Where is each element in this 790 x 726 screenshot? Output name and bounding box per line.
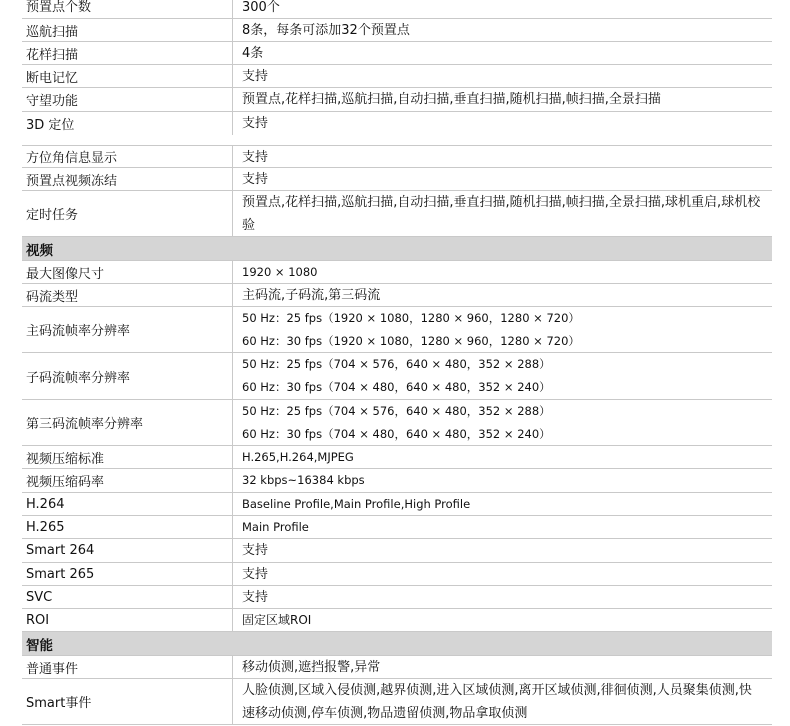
row-key: SVC <box>26 589 53 605</box>
row-key: 守望功能 <box>26 94 79 109</box>
table-row <box>22 563 772 586</box>
row-value-line: 预置点,花样扫描,巡航扫描,自动扫描,垂直扫描,随机扫描,帧扫描,全景扫描,球机重启,球机校 <box>242 195 761 210</box>
row-value: Main Profile <box>232 516 772 538</box>
table-row <box>22 191 772 237</box>
row-value-line: 人脸侦测,区域入侵侦测,越界侦测,进入区域侦测,离开区域侦测,徘徊侦测,人员聚集侦测,快 <box>242 683 752 698</box>
table-row <box>22 307 772 353</box>
row-value-line: 60 Hz：30 fps（704 × 480，640 × 480，352 × 240） <box>242 427 551 441</box>
row-value: 支持 <box>232 168 772 190</box>
row-value: 预置点,花样扫描,巡航扫描,自动扫描,垂直扫描,随机扫描,帧扫描,全景扫描 <box>232 88 772 111</box>
table-row <box>22 0 772 19</box>
row-key: ROI <box>26 612 50 628</box>
row-value: 4条 <box>232 42 772 64</box>
row-value: H.265,H.264,MJPEG <box>232 446 772 468</box>
row-value: 支持 <box>232 65 772 87</box>
table-row <box>22 261 772 284</box>
row-key: Smart 265 <box>26 566 95 582</box>
table-row <box>22 400 772 446</box>
row-value: 移动侦测,遮挡报警,异常 <box>232 656 772 678</box>
table-row <box>22 516 772 539</box>
table-row <box>22 168 772 191</box>
table-row <box>22 469 772 493</box>
row-value: 8条，每条可添加32个预置点 <box>232 19 772 41</box>
row-key: Smart事件 <box>26 696 92 711</box>
row-value-line: 50 Hz：25 fps（704 × 576，640 × 480，352 × 288） <box>242 357 551 371</box>
row-key: 花样扫描 <box>26 47 79 63</box>
row-key: 预置点个数 <box>26 0 92 15</box>
row-value: Baseline Profile,Main Profile,High Profile <box>232 493 772 515</box>
row-key: 定时任务 <box>26 208 79 223</box>
table-row <box>22 353 772 400</box>
row-key: 第三码流帧率分辨率 <box>26 417 144 432</box>
row-value: 支持 <box>232 539 772 562</box>
row-value-line: 60 Hz：30 fps（1920 × 1080，1280 × 960，1280 × 720） <box>242 334 580 348</box>
row-value <box>232 679 772 724</box>
spec-table <box>22 0 772 725</box>
row-value: 固定区域ROI <box>232 609 772 631</box>
table-row <box>22 19 772 42</box>
row-key: 普通事件 <box>26 661 79 677</box>
row-value-line: 50 Hz：25 fps（1920 × 1080，1280 × 960，1280 × 720） <box>242 311 580 325</box>
row-key: 方位角信息显示 <box>26 151 118 166</box>
table-row <box>22 656 772 679</box>
table-gap <box>22 135 772 145</box>
row-value: 支持 <box>232 112 772 135</box>
row-key: 主码流帧率分辨率 <box>26 324 131 339</box>
row-value: 支持 <box>232 563 772 585</box>
row-key: 预置点视频冻结 <box>26 173 118 189</box>
row-value-line: 速移动侦测,停车侦测,物品遗留侦测,物品拿取侦测 <box>242 706 528 721</box>
table-row <box>22 42 772 65</box>
row-key: 视频压缩码率 <box>26 475 105 490</box>
row-value: 主码流,子码流,第三码流 <box>232 284 772 306</box>
table-row <box>22 65 772 88</box>
row-key: H.264 <box>26 496 65 512</box>
row-value-line: 50 Hz：25 fps（704 × 576，640 × 480，352 × 288） <box>242 404 551 418</box>
row-value <box>232 191 772 236</box>
row-value: 300个 <box>232 0 772 18</box>
row-value <box>232 353 772 399</box>
row-key: H.265 <box>26 519 65 535</box>
table-row <box>22 609 772 632</box>
table-row <box>22 539 772 563</box>
row-key: 巡航扫描 <box>26 24 79 40</box>
row-key: 3D 定位 <box>26 118 75 133</box>
table-row <box>22 88 772 112</box>
row-value: 32 kbps~16384 kbps <box>232 469 772 492</box>
row-value <box>232 307 772 352</box>
section-header-video: 视频 <box>22 237 772 261</box>
row-key: 视频压缩标准 <box>26 451 105 467</box>
table-row <box>22 679 772 725</box>
row-key: Smart 264 <box>26 543 95 558</box>
table-row <box>22 586 772 609</box>
row-value-line: 60 Hz：30 fps（704 × 480，640 × 480，352 × 240） <box>242 380 551 394</box>
table-row <box>22 112 772 135</box>
row-key: 码流类型 <box>26 289 79 305</box>
table-row <box>22 284 772 307</box>
table-row <box>22 446 772 469</box>
row-key: 最大图像尺寸 <box>26 266 105 282</box>
row-key: 子码流帧率分辨率 <box>26 370 131 386</box>
row-value-line: 验 <box>242 218 256 233</box>
row-value: 1920 × 1080 <box>232 261 772 283</box>
row-value <box>232 400 772 445</box>
row-key: 断电记忆 <box>26 70 79 86</box>
row-value: 支持 <box>232 146 772 167</box>
table-row <box>22 145 772 168</box>
section-header-smart: 智能 <box>22 632 772 656</box>
row-value: 支持 <box>232 586 772 608</box>
table-row <box>22 493 772 516</box>
